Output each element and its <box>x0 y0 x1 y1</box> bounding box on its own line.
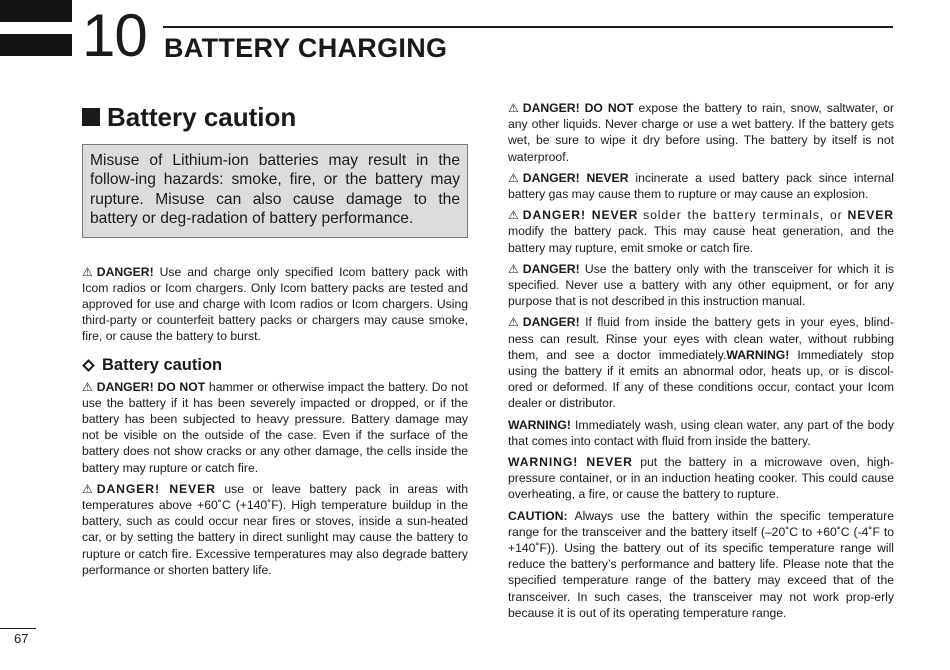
warning-triangle-icon: ⚠ <box>508 101 519 115</box>
chapter-tab-bar-middle <box>0 34 72 56</box>
warning-triangle-icon: ⚠ <box>82 379 93 394</box>
warning-label: WARNING! <box>726 347 790 362</box>
never-label: NEVER <box>847 208 895 223</box>
warning-label: WARNING! NEVER <box>508 455 633 470</box>
subsection-heading <box>82 355 468 377</box>
danger-text: solder the battery terminals, or <box>643 208 843 223</box>
subsection-title: Battery caution <box>102 356 223 375</box>
warning-paragraph <box>508 454 894 503</box>
warning-triangle-icon: ⚠ <box>508 208 519 223</box>
warning-triangle-icon: ⚠ <box>508 170 519 185</box>
chapter-tab-bar-top <box>0 0 72 22</box>
page-number: 67 <box>0 628 36 646</box>
warning-triangle-icon: ⚠ <box>82 481 93 496</box>
header-rule <box>163 26 893 28</box>
caution-note-box: Misuse of Lithium-ion batteries may result in the follow-ing hazards: smoke, fire, or the battery may rupture. Misuse can also cause damage to the battery or deg-radation of battery performance. <box>82 144 468 238</box>
danger-paragraph <box>508 261 894 310</box>
danger-label: DANGER! DO NOT <box>96 379 206 394</box>
danger-text: If fluid from inside the battery gets in your eyes, blind-ness can result. Rinse your eyes with clean water, without rubbing them, and see a doctor immediately. <box>508 315 894 362</box>
danger-label: DANGER! NEVER <box>522 208 639 223</box>
danger-text: Use and charge only specified Icom battery pack with Icom radios or Icom chargers. Only Icom battery packs are tested and approved for use and charge with Icom radios or Icom chargers. Using third-party or counterfeit battery packs or chargers may cause smoke, fire, or cause the battery to burst. <box>82 264 468 344</box>
chapter-number: 10 <box>82 2 147 69</box>
danger-text: hammer or otherwise impact the battery. Do not use the battery if it has been severely impacted or dropped, or if the battery has been subjected to heavy pressure. Battery damage may not be visible on the outside of the case. Even if the surface of the battery does not show cracks or any other damage, the cells inside the battery may rupture or catch fire. <box>82 379 468 475</box>
warning-triangle-icon: ⚠ <box>82 264 93 279</box>
danger-text: incinerate a used battery pack since internal battery gas may cause them to rupture or may cause an explosion. <box>508 170 895 202</box>
warning-triangle-icon: ⚠ <box>508 315 519 330</box>
danger-label: DANGER! NEVER <box>96 481 216 496</box>
danger-text: Use the battery only with the transceiver for which it is specified. Never use a battery with any other equipment, or for any purpose that is not described in this instruction manual. <box>508 261 895 309</box>
square-bullet-icon <box>82 108 100 126</box>
warning-text: Immediately stop using the battery if it emits an abnormal odor, heats up, or is discol-ored or deformed. If any of these conditions occur, contact your Icom dealer or distributor. <box>508 347 894 411</box>
warning-label: WARNING! <box>508 417 571 432</box>
caution-label: CAUTION: <box>508 508 568 523</box>
warning-paragraph <box>508 417 894 449</box>
danger-paragraph <box>82 481 468 578</box>
chapter-title: BATTERY CHARGING <box>164 33 448 63</box>
danger-label: DANGER! NEVER <box>522 170 629 185</box>
warning-text: Immediately wash, using clean water, any part of the body that comes into contact with fluid from inside the battery. <box>508 417 895 448</box>
caution-paragraph <box>508 508 894 621</box>
danger-label: DANGER! <box>96 264 154 279</box>
danger-label: DANGER! <box>522 315 580 330</box>
danger-paragraph <box>508 207 894 256</box>
caution-text: Always use the battery within the specific temperature range for the transceiver and the battery itself (–20˚C to +60˚C (-4˚F to +140˚F)). Using the battery out of its specific temperature range will reduce the battery’s performance and battery life. Please note that the specified temperature range of the battery may exceed that of the transceiver. In such cases, the transceiver may not work prop-erly because it is out of its operating temperature range. <box>508 508 895 620</box>
danger-paragraph <box>508 170 894 202</box>
danger-paragraph <box>82 379 468 476</box>
danger-paragraph <box>82 264 468 345</box>
danger-paragraph <box>508 100 894 165</box>
left-column <box>82 100 468 583</box>
danger-text: modify the battery pack. This may cause heat generation, and the battery may rupture, emit smoke or catch fire. <box>508 224 894 255</box>
danger-text: use or leave battery pack in areas with temperatures above +60˚C (+140˚F). High temperature buildup in the battery, such as could occur near fires or stoves, inside a sun-heated car, or by setting the battery in direct sunlight may cause the battery to rupture or catch fire. Excessive temperatures may also degrade battery performance or shorten battery life. <box>82 481 469 577</box>
danger-label: DANGER! DO NOT <box>522 101 634 115</box>
danger-label: DANGER! <box>522 261 580 276</box>
diamond-bullet-icon <box>82 359 95 372</box>
warning-text: put the battery in a microwave oven, high-pressure container, or in an induction heating cooker. This could cause overheating, a fire, or cause the battery to rupture. <box>508 455 894 502</box>
warning-triangle-icon: ⚠ <box>508 261 519 276</box>
danger-paragraph <box>508 314 894 411</box>
section-title: Battery caution <box>107 101 297 132</box>
danger-text: expose the battery to rain, snow, saltwater, or any other liquids. Never charge or use a wet battery. If the battery gets wet, be sure to wipe it dry before using. The battery by itself is not waterproof. <box>508 101 894 164</box>
right-column <box>508 100 894 626</box>
section-heading <box>82 100 468 134</box>
